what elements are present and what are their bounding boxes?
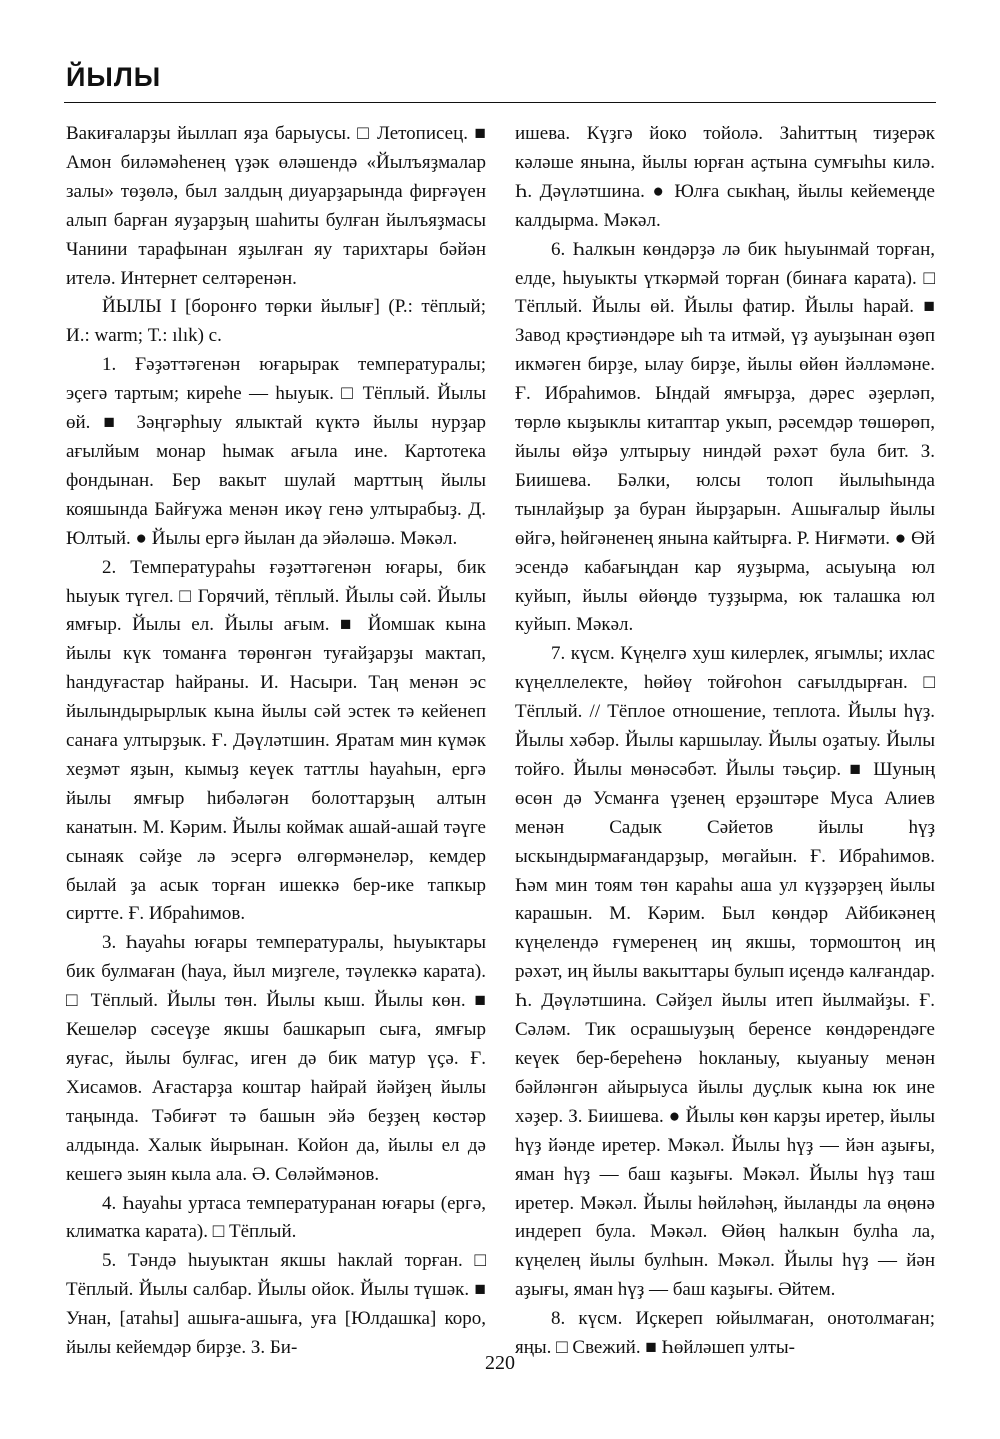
sense-paragraph-6: 6. Һалкын көндәрҙә лә бик һыуынмай торған, елде, һыуыкты үткәрмәй торған (бинаға карата). □ Тёплый. Йылы өй. Йылы фатир. Йылы һарай. ■ Завод крәҫтиәндәре ыһ та итмәй, үҙ ауыҙынан өҙөп икмәген бирҙе, ылау бирҙе, йылы өйөн йәлләмәне. Ғ. Ибраһимов. Ындай ямғырҙа, дәрес әҙерләп, төрлө кыҙыклы китаптар укып, рәсемдәр төшөрөп, йылы өйҙә ултырыу ниндәй рәхәт була бит. З. Биишева. Бәлки, юлсы толоп йылыһында тынлайҙыр ҙа буран йырҙарын. Ашығалыр йылы өйгә, һөйгәненең янына кайтырға. Р. Ниғмәти. ● Өй эсендә кабағыңдан кар яуҙырма, асыуыңа юл куйып, йылы өйөңдө туҙҙырма, юк талашка юл куйып. Мәкәл. [515, 238, 935, 636]
paragraph-continuation-right: ишева. Күҙгә йоко тойолә. Заһиттың тиҙерәк кәләше янына, йылы юрған аҫтына сумғыһы килә. Һ. Дәүләтшина. ● Юлға сыкһаң, йылы кейемеңде калдырма. Мәкәл. [515, 123, 935, 231]
running-header-title: ЙЫЛЫ [66, 62, 162, 92]
paragraph-continuation: Вакиғаларҙы йыллап яҙа барыусы. □ Летописец. ■ Амон биләмәһенең үҙәк өләшендә «Йылъяҙмалар залы» төҙөлә, был залдың диуарҙарында фирғәүен алып барған яуҙарҙың шаһиты булған йылъяҙмасы Чанини тарафынан яҙылған яу тарихтары бәйән ителә. Интернет селтәренән. [66, 123, 486, 289]
left-column [66, 120, 486, 1363]
header-rule [64, 102, 936, 103]
sense-paragraph-8: 8. күсм. Иҫкереп юйылмаған, онотолмаған; яңы. □ Свежий. ■ Һөйләшеп улты- [515, 1308, 935, 1359]
sense-paragraph-1: 1. Ғәҙәттәгенән юғарырак температуралы; эҫегә тартым; киреһе — һыуык. □ Тёплый. Йылы өй. ■ Зәңгәрһыу ялыктай күктә йылы нурҙар ағылйым монар һымак ағыла ине. Картотека фондынан. Бер вакыт шулай марттың йылы кояшында Байғужа менән икәү генә ултырабыҙ. Д. Юлтый. ● Йылы ергә йылан да эйәләшә. Мәкәл. [66, 354, 486, 549]
page-number: 220 [485, 1352, 515, 1374]
entry-headword-paragraph: ЙЫЛЫ I [боронғо төрки йылығ] (Р.: тёплый; И.: warm; Т.: ılık) с. [66, 296, 486, 347]
sense-paragraph-7: 7. күсм. Күңелгә хуш килерлек, ягымлы; ихлас күңеллелекте, һөйөү тойғоһон сағылдырған. □ Тёплый. // Тёплое отношение, теплота. Йылы һүҙ. Йылы хәбәр. Йылы каршылау. Йылы оҙатыу. Йылы тойғо. Йылы мөнәсәбәт. Йылы тәьҫир. ■ Шуның өсөн дә Усманға үҙенең ерҙәштәре Муса Алиев менән Садык Сәйетов йылы һүҙ ыскындырмағандарҙыр, мөгайын. Ғ. Ибраһимов. Һәм мин тоям төн караһы аша ул күҙҙәрҙең йылы карашын. М. Кәрим. Был көндәр Айбикәнең күңелендә ғүмеренең иң якшы, тормоштоң иң рәхәт, иң йылы вакыттары булып иҫендә калғандар. Һ. Дәүләтшина. Сәйҙел йылы итеп йылмайҙы. Ғ. Сәләм. Тик осрашыуҙың беренсе көндәрендәге кеүек бер-береһенә һокланыу, кыуаныу менән бәйләнгән айырыуса йылы дуҫлык кына юк ине хәҙер. З. Биишева. ● Йылы көн карҙы иретер, йылы һүҙ йәнде иретер. Мәкәл. Йылы һүҙ — йән аҙығы, яман һүҙ — баш каҙығы. Мәкәл. Йылы һүҙ таш иретер. Мәкәл. Йылы һөйләһәң, йыланды ла өңөнә индереп була. Мәкәл. Өйөң һалкын булһа ла, күңелең йылы булһын. Мәкәл. Йылы һүҙ — йән аҙығы, яман һүҙ — баш каҙығы. Әйтем. [515, 643, 935, 1301]
right-column [515, 120, 935, 1363]
sense-paragraph-4: 4. Һауаһы уртаса температуранан юғары (ергә, климатка карата). □ Тёплый. [66, 1192, 486, 1243]
sense-paragraph-5: 5. Тәндә һыуыктан якшы һаклай торған. □ Тёплый. Йылы салбар. Йылы ойок. Йылы түшәк. ■ Унан, [атаһы] ашыға-ашыға, уға [Юлдашка] коро, йылы кейемдәр бирҙе. З. Би- [66, 1250, 486, 1359]
sense-paragraph-2: 2. Температураһы ғәҙәттәгенән юғары, бик һыуык түгел. □ Горячий, тёплый. Йылы сәй. Йылы ямғыр. Йылы ел. Йылы ағым. ■ Йомшак кына йылы күк томанға төрөнгән туғайҙарҙы мактап, һандуғастар һайраны. И. Насыри. Таң менән эс йылындырырлык кына йылы сәй эстек тә кейенеп санаға ултырҙык. Ғ. Дәүләтшин. Яратам мин күмәк хеҙмәт яҙын, кымыҙ кеүек таттлы һауаһын, ергә йылы ямғыр һибәләгән болоттарҙың алтын канатын. М. Кәрим. Йылы коймак ашай-ашай тәүге сынаяк сәйҙе лә эсергә өлгөрмәнеләр, кемдер былай ҙа асык торған ишеккә бер-ике тапкыр сиртте. Ғ. Ибраһимов. [66, 556, 486, 925]
sense-paragraph-3: 3. Һауаһы юғары температуралы, һыуыктары бик булмаған (һауа, йыл миҙгеле, тәүлеккә карата). □ Тёплый. Йылы төн. Йылы кыш. Йылы көн. ■ Кешеләр сәсеүҙе якшы башкарып сыға, ямғыр яуғас, йылы булғас, иген дә бик матур үҫә. Ғ. Хисамов. Ағастарҙа коштар һайрай йәйҙең йылы таңында. Тәбиғәт тә башын эйә беҙҙең көстәр алдында. Халык йырынан. Койон да, йылы ел дә кешегә зыян кыла ала. Ә. Сөләймәнов. [66, 932, 486, 1185]
